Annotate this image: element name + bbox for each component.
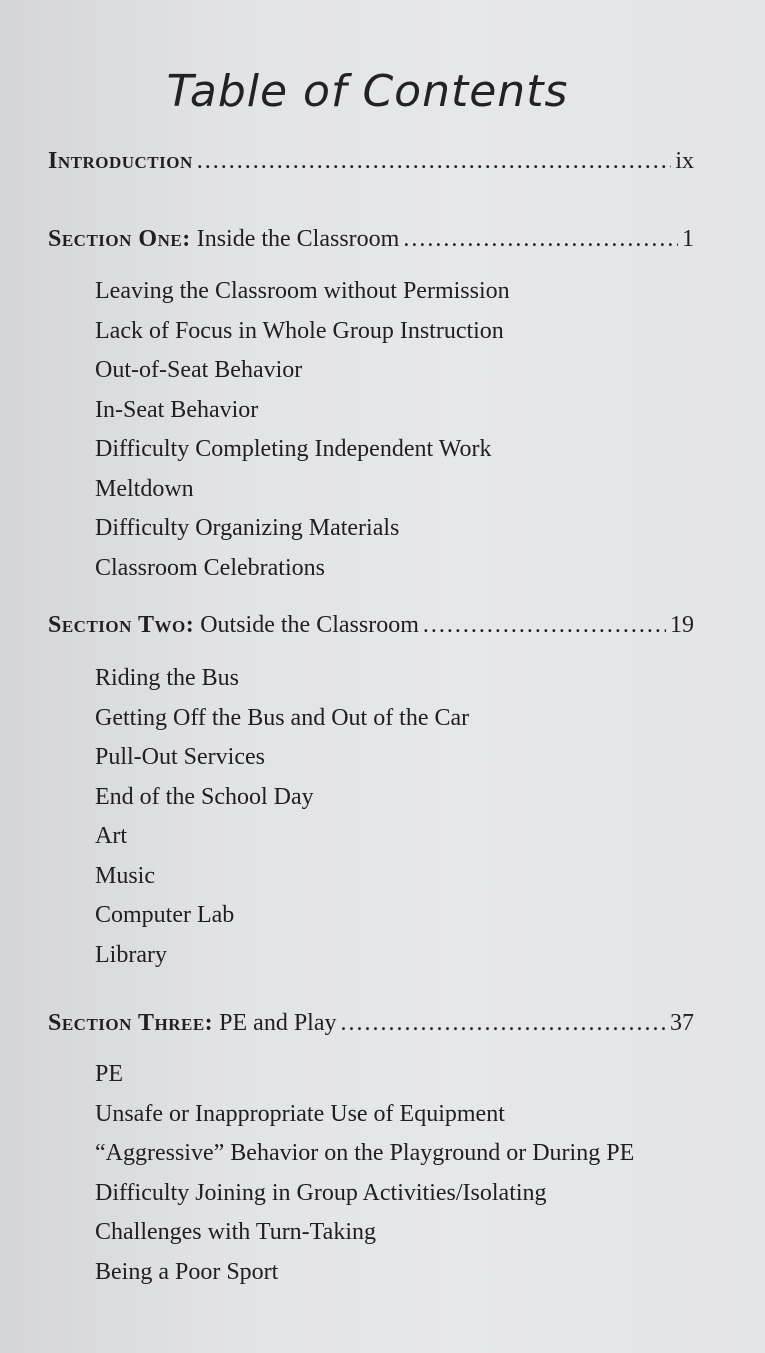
section-two-items bbox=[95, 659, 469, 975]
toc-subitem[interactable]: Challenges with Turn-Taking bbox=[95, 1219, 376, 1245]
toc-entry-section-two[interactable] bbox=[48, 612, 694, 639]
toc-subitem[interactable]: Pull-Out Services bbox=[95, 744, 265, 770]
toc-subitem[interactable]: In-Seat Behavior bbox=[95, 396, 259, 423]
section-three-items bbox=[95, 1055, 634, 1292]
toc-subitem[interactable]: Music bbox=[95, 862, 155, 889]
dot-leader bbox=[403, 226, 678, 253]
introduction-label: Introduction bbox=[48, 148, 193, 174]
toc-subitem[interactable]: Riding the Bus bbox=[95, 665, 240, 691]
toc-subitem[interactable]: Difficulty Completing Independent Work bbox=[95, 436, 492, 462]
toc-subitem[interactable]: Library bbox=[95, 941, 167, 968]
introduction-page-number: ix bbox=[675, 148, 694, 174]
toc-subitem[interactable]: Classroom Celebrations bbox=[95, 554, 325, 581]
toc-subitem[interactable]: Getting Off the Bus and Out of the Car bbox=[95, 704, 470, 731]
dot-leader bbox=[341, 1010, 667, 1037]
toc-subitem[interactable]: PE bbox=[95, 1061, 124, 1087]
page-title: Table of Contents bbox=[166, 66, 569, 117]
section-two-label: Section Two: bbox=[48, 612, 195, 638]
section-three-label: Section Three: bbox=[48, 1010, 214, 1036]
toc-subitem[interactable]: Meltdown bbox=[95, 475, 194, 502]
toc-subitem[interactable]: End of the School Day bbox=[95, 783, 314, 810]
toc-subitem[interactable]: Difficulty Organizing Materials bbox=[95, 515, 400, 541]
toc-subitem[interactable]: “Aggressive” Behavior on the Playground or During PE bbox=[95, 1140, 635, 1166]
toc-subitem[interactable]: Unsafe or Inappropriate Use of Equipment bbox=[95, 1100, 505, 1127]
toc-subitem[interactable]: Art bbox=[95, 823, 127, 849]
section-one-items bbox=[95, 272, 510, 588]
section-three-title: PE and Play bbox=[219, 1010, 337, 1036]
toc-subitem[interactable]: Lack of Focus in Whole Group Instruction bbox=[95, 317, 504, 344]
toc-subitem[interactable]: Difficulty Joining in Group Activities/Isolating bbox=[95, 1179, 547, 1206]
toc-entry-section-three[interactable] bbox=[48, 1010, 694, 1037]
toc-subitem[interactable]: Computer Lab bbox=[95, 902, 235, 928]
dot-leader bbox=[423, 612, 666, 639]
section-two-page-number: 19 bbox=[670, 612, 694, 638]
section-one-label: Section One: bbox=[48, 226, 191, 252]
toc-subitem[interactable]: Leaving the Classroom without Permission bbox=[95, 278, 510, 304]
dot-leader bbox=[197, 148, 672, 175]
toc-entry-introduction[interactable] bbox=[48, 148, 694, 175]
section-one-page-number: 1 bbox=[682, 226, 694, 252]
toc-entry-section-one[interactable] bbox=[48, 226, 694, 253]
section-two-title: Outside the Classroom bbox=[200, 612, 419, 638]
toc-subitem[interactable]: Being a Poor Sport bbox=[95, 1258, 279, 1285]
section-three-page-number: 37 bbox=[670, 1010, 694, 1036]
toc-subitem[interactable]: Out-of-Seat Behavior bbox=[95, 357, 303, 383]
section-one-title: Inside the Classroom bbox=[196, 226, 400, 252]
